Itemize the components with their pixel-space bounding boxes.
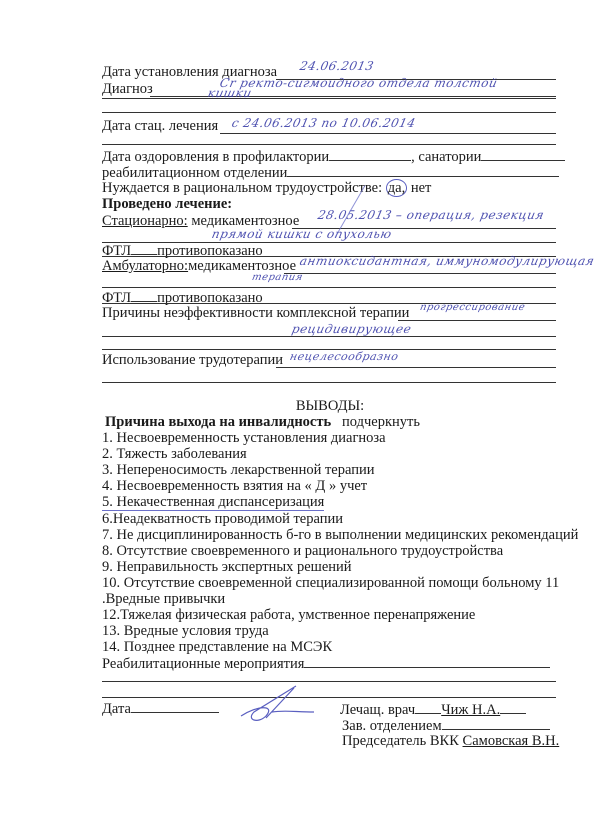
chair-name: Самовская В.Н. bbox=[462, 733, 560, 749]
ftl-label-1: ФТЛ bbox=[102, 243, 132, 259]
sanatorium-label: , санатории bbox=[411, 149, 482, 165]
rehab-line-2 bbox=[102, 681, 556, 682]
head-blank bbox=[442, 717, 550, 730]
inpatient-label: Стационарно: bbox=[102, 213, 188, 229]
ineffectiveness-line-2 bbox=[102, 336, 556, 337]
reason-item[interactable]: 2. Тяжесть заболевания bbox=[102, 446, 247, 462]
doctor-name: Чиж Н.А. bbox=[441, 702, 501, 718]
diagnosis-line-3 bbox=[102, 112, 556, 113]
reason-item[interactable]: 10. Отсутствие своевременной специализированной помощи больному 11 bbox=[102, 575, 560, 591]
head-row bbox=[342, 717, 550, 734]
reason-item[interactable]: 4. Несвоевременность взятия на « Д » учет bbox=[102, 478, 368, 494]
rehab-label: Реабилитационные мероприятия bbox=[102, 656, 305, 672]
ftl-value-1: противопоказано bbox=[157, 243, 263, 259]
rehab-dept-blank bbox=[287, 164, 559, 177]
reason-item[interactable]: .Вредные привычки bbox=[102, 591, 226, 607]
chair-row bbox=[342, 733, 559, 749]
reason-hint: подчеркнуть bbox=[342, 414, 420, 430]
outpatient-label: Амбулаторно: bbox=[102, 258, 189, 274]
recovery-row bbox=[102, 148, 565, 165]
conclusions-title: ВЫВОДЫ: bbox=[295, 398, 365, 414]
reason-row bbox=[105, 414, 420, 430]
reason-item[interactable]: 13. Вредные условия труда bbox=[102, 623, 269, 639]
doctor-blank-2 bbox=[500, 701, 526, 714]
ineffectiveness-label: Причины неэффективности комплексной терапии bbox=[102, 305, 410, 321]
ftl-blank-2 bbox=[131, 289, 157, 302]
diagnosis-line-2 bbox=[102, 98, 556, 99]
inpatient-med-label: медикаментозное bbox=[191, 213, 300, 229]
ineffectiveness-value-1: прогрессирование bbox=[418, 302, 527, 313]
labor-therapy-value: нецелесообразно bbox=[288, 350, 400, 363]
labor-therapy-label: Использование трудотерапии bbox=[102, 352, 284, 368]
date-blank bbox=[131, 700, 219, 713]
inpatient-date-label: Дата стац. лечения bbox=[102, 118, 219, 134]
outpatient-med-value-1: антиоксидантная, иммуномодулирующая bbox=[298, 254, 596, 268]
outpatient-med-line-1 bbox=[284, 273, 556, 274]
reason-item[interactable]: 9. Неправильность экспертных решений bbox=[102, 559, 352, 575]
rehab-row bbox=[102, 655, 550, 672]
inpatient-date-value: с 24.06.2013 по 10.06.2014 bbox=[230, 116, 418, 130]
ftl-blank-1 bbox=[131, 242, 157, 255]
rehab-blank bbox=[304, 655, 550, 668]
doctor-label: Лечащ. врач bbox=[340, 702, 416, 718]
ftl-value-2: противопоказано bbox=[157, 290, 263, 306]
ftl-label-2: ФТЛ bbox=[102, 290, 132, 306]
date-row bbox=[102, 700, 219, 717]
reason-item[interactable]: 8. Отсутствие своевременного и рационального трудоустройства bbox=[102, 543, 504, 559]
reason-item[interactable]: 6.Неадекватность проводимой терапии bbox=[102, 511, 344, 527]
doctor-row bbox=[340, 701, 526, 718]
reason-item[interactable]: 14. Позднее представление на МСЭК bbox=[102, 639, 333, 655]
diagnosis-date-value: 24.06.2013 bbox=[298, 59, 376, 73]
labor-therapy-line-1 bbox=[276, 367, 556, 368]
ineffectiveness-value-2: рецидивирующее bbox=[290, 322, 413, 336]
diagnosis-label: Диагноз bbox=[102, 81, 153, 97]
diagnosis-date-label: Дата установления диагноза bbox=[102, 64, 278, 80]
date-label: Дата bbox=[102, 701, 131, 717]
outpatient-med-line-2 bbox=[102, 287, 556, 288]
diagnosis-value-line-1: Cr ректо-сигмоидного отдела толстой bbox=[218, 76, 499, 90]
outpatient-med-value-2: терапия bbox=[250, 272, 304, 283]
recovery-label: Дата оздоровления в профилактории bbox=[102, 149, 330, 165]
reason-heading: Причина выхода на инвалидность bbox=[105, 414, 332, 430]
employment-no-option[interactable]: нет bbox=[410, 180, 432, 196]
sanatorium-blank bbox=[481, 148, 565, 161]
employment-row bbox=[102, 180, 431, 196]
treatment-heading: Проведено лечение: bbox=[102, 196, 233, 212]
inpatient-med-value-1: 28.05.2013 – операция, резекция bbox=[316, 208, 546, 222]
reason-item[interactable]: 3. Непереносимость лекарственной терапии bbox=[102, 462, 375, 478]
reason-item[interactable]: 7. Не дисциплинированность б-го в выполнении медицинских рекомендаций bbox=[102, 527, 579, 543]
rehab-dept-label: реабилитационном отделении bbox=[102, 165, 288, 181]
inpatient-med-value-2: прямой кишки с опухолью bbox=[210, 227, 394, 241]
separator-line bbox=[102, 144, 556, 145]
employment-yes-option[interactable]: да, bbox=[387, 180, 406, 196]
ineffectiveness-line-1 bbox=[398, 320, 556, 321]
signature-icon bbox=[236, 682, 326, 732]
employment-label: Нуждается в рациональном трудоустройстве: bbox=[102, 180, 383, 196]
diagnosis-value-line-2: кишки bbox=[206, 86, 254, 100]
chair-label: Председатель ВКК bbox=[342, 733, 459, 749]
rehab-dept-row bbox=[102, 164, 559, 181]
reason-list bbox=[102, 430, 578, 655]
recovery-blank bbox=[329, 148, 411, 161]
rehab-line-3 bbox=[102, 697, 556, 698]
inpatient-date-line bbox=[220, 133, 556, 134]
reason-item-selected[interactable]: 5. Некачественная диспансеризация bbox=[102, 494, 325, 510]
labor-therapy-line-2 bbox=[102, 382, 556, 383]
reason-item[interactable]: 1. Несвоевременность установления диагноза bbox=[102, 430, 386, 446]
reason-item[interactable]: 12.Тяжелая физическая работа, умственное перенапряжение bbox=[102, 607, 476, 623]
head-label: Зав. отделением bbox=[342, 718, 442, 734]
doctor-blank-1 bbox=[415, 701, 441, 714]
outpatient-med-label: медикаментозное bbox=[188, 258, 297, 274]
